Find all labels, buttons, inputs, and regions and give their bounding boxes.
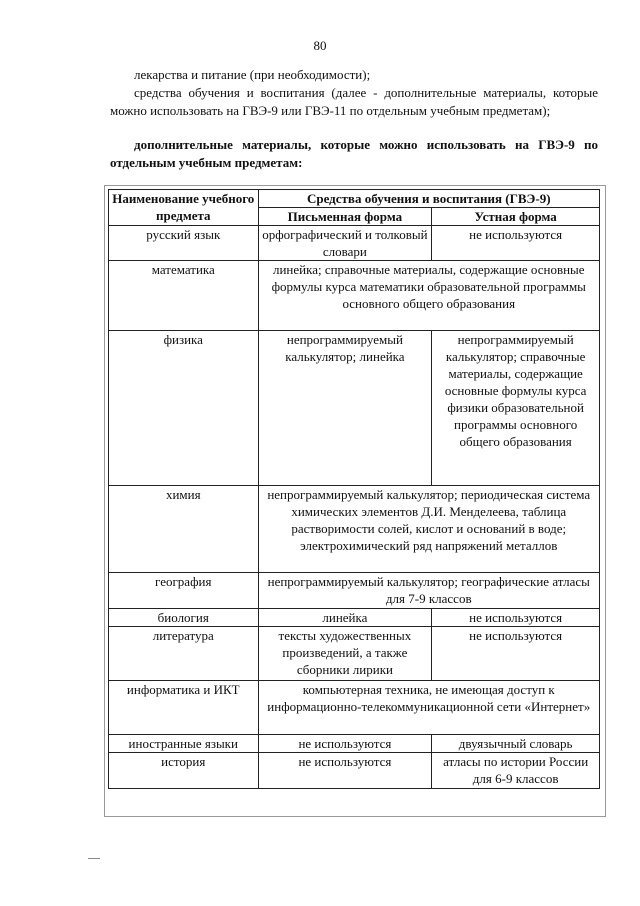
table-row [109, 261, 600, 331]
cell-oral: непрограммируемый калькулятор; справочные материалы, содержащие основные формулы курса физики образовательной программы основного общего образования [432, 331, 600, 486]
cell-subject: русский язык [109, 226, 259, 261]
cell-both-forms: непрограммируемый калькулятор; периодическая система химических элементов Д.И. Менделеева, таблица растворимости солей, кислот и оснований в воде; электрохимический ряд напряжений металлов [258, 486, 599, 573]
table-row [109, 753, 600, 789]
cell-written: не используются [258, 735, 432, 753]
cell-subject: иностранные языки [109, 735, 259, 753]
table-header-row [109, 190, 600, 208]
cell-written: линейка [258, 609, 432, 627]
cell-oral: не используются [432, 226, 600, 261]
table-row [109, 609, 600, 627]
cell-subject: физика [109, 331, 259, 486]
paragraph-teaching-means: средства обучения и воспитания (далее - дополнительные материалы, которые можно использовать на ГВЭ-9 или ГВЭ-11 по отдельным учебным предметам); [110, 85, 598, 118]
materials-table [108, 189, 600, 789]
table-row [109, 486, 600, 573]
cell-subject: информатика и ИКТ [109, 681, 259, 735]
cell-written: непрограммируемый калькулятор; линейка [258, 331, 432, 486]
cell-written: орфографический и толковый словари [258, 226, 432, 261]
cell-written: тексты художественных произведений, а также сборники лирики [258, 627, 432, 681]
table-row [109, 573, 600, 609]
cell-subject: химия [109, 486, 259, 573]
cell-oral: не используются [432, 627, 600, 681]
paragraph-medicines: лекарства и питание (при необходимости); [134, 67, 371, 82]
table-row [109, 627, 600, 681]
table-row [109, 331, 600, 486]
paragraph-additional-materials: дополнительные материалы, которые можно использовать на ГВЭ-9 по отдельным учебным предметам: [110, 137, 598, 170]
cell-both-forms: непрограммируемый калькулятор; географические атласы для 7-9 классов [258, 573, 599, 609]
header-written: Письменная форма [258, 208, 432, 226]
cell-subject: география [109, 573, 259, 609]
table-row [109, 735, 600, 753]
cell-oral: двуязычный словарь [432, 735, 600, 753]
cell-both-forms: компьютерная техника, не имеющая доступ к информационно-телекоммуникационной сети «Интернет» [258, 681, 599, 735]
table-row [109, 681, 600, 735]
cell-subject: биология [109, 609, 259, 627]
scan-mark [88, 858, 100, 859]
header-subject: Наименование учебного предмета [109, 190, 259, 226]
page-number: 80 [313, 38, 327, 53]
cell-subject: история [109, 753, 259, 789]
table-row [109, 226, 600, 261]
cell-both-forms: линейка; справочные материалы, содержащие основные формулы курса математики образовательной программы основного общего образования [258, 261, 599, 331]
cell-subject: литература [109, 627, 259, 681]
cell-subject: математика [109, 261, 259, 331]
header-means: Средства обучения и воспитания (ГВЭ-9) [258, 190, 599, 208]
cell-oral: атласы по истории России для 6-9 классов [432, 753, 600, 789]
cell-oral: не используются [432, 609, 600, 627]
header-oral: Устная форма [432, 208, 600, 226]
cell-written: не используются [258, 753, 432, 789]
